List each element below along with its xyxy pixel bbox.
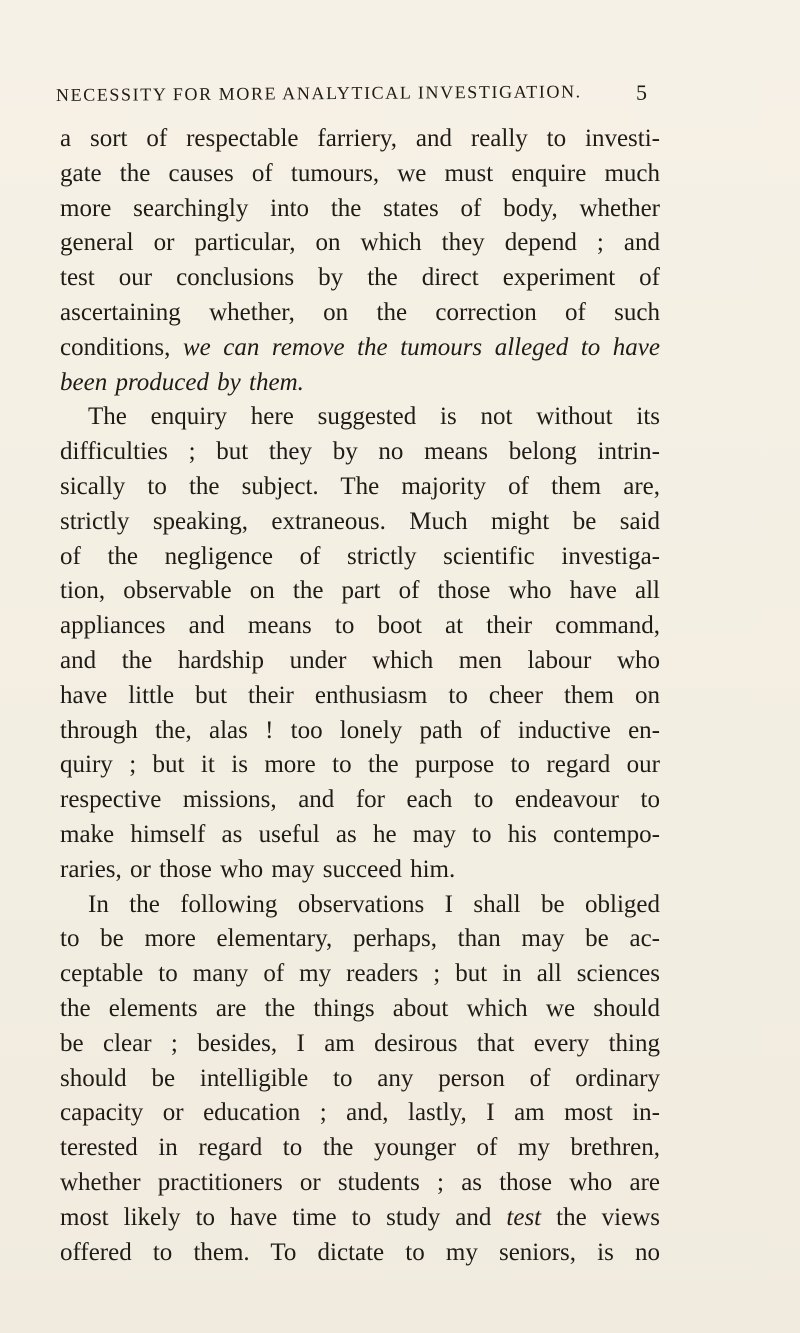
text-line: ceptable to many of my readers ; but in all sciences <box>60 960 660 988</box>
text-line: whether practitioners or students ; as those who are <box>60 1168 660 1196</box>
page-number: 5 <box>636 80 647 105</box>
text-line: should be intelligible to any person of ordinary <box>60 1064 660 1092</box>
text-line: ascertaining whether, on the correction of such <box>60 298 660 326</box>
text-line: be clear ; besides, I am desirous that every thing <box>60 1029 660 1057</box>
text-line: sically to the subject. The majority of them are, <box>60 472 660 500</box>
text-line: difficulties ; but they by no means belong intrin- <box>60 438 660 466</box>
text-line <box>60 366 660 401</box>
text-line: of the negligence of strictly scientific investiga- <box>60 542 660 570</box>
text-line: through the, alas ! too lonely path of inductive en- <box>60 716 660 744</box>
paragraph-start-line: In the following observations I shall be obliged <box>88 890 660 918</box>
text-line: make himself as useful as he may to his contempo- <box>60 820 660 848</box>
text-line: quiry ; but it is more to the purpose to regard our <box>60 751 660 779</box>
text-line: the elements are the things about which we should <box>60 994 660 1022</box>
paragraph-start-line: The enquiry here suggested is not without its <box>88 403 660 431</box>
text-line: a sort of respectable farriery, and really to investi- <box>60 125 660 152</box>
text-line: and the hardship under which men labour who <box>60 646 660 674</box>
text-line: gate the causes of tumours, we must enquire much <box>60 159 660 187</box>
text-line: raries, or those who may succeed him. <box>60 855 456 883</box>
text-line: strictly speaking, extraneous. Much might be said <box>60 507 660 535</box>
italic-word: test <box>506 1203 542 1231</box>
text-line: conditions, we can remove the tumours alleged to have <box>60 333 661 361</box>
italic-phrase: we can remove the tumours alleged to have <box>182 333 661 361</box>
text-line: more searchingly into the states of body, whether <box>60 194 660 222</box>
running-title: NECESSITY FOR MORE ANALYTICAL INVESTIGATION. <box>55 81 582 105</box>
text-line: terested in regard to the younger of my brethren, <box>60 1134 660 1162</box>
text-line: tion, observable on the part of those who have all <box>60 577 660 605</box>
text-line: respective missions, and for each to endeavour to <box>60 786 660 814</box>
text-line: to be more elementary, perhaps, than may be ac- <box>60 925 660 953</box>
text-line: most likely to have time to study and test the views <box>60 1203 661 1231</box>
text-line: test our conclusions by the direct experiment of <box>60 264 660 292</box>
text-line: general or particular, on which they depend ; and <box>60 229 660 257</box>
text-line: have little but their enthusiasm to cheer them on <box>60 681 660 709</box>
text-line: capacity or education ; and, lastly, I am most in- <box>60 1099 660 1127</box>
body-text <box>60 122 660 1270</box>
text-line: appliances and means to boot at their command, <box>60 612 660 640</box>
text-line: offered to them. To dictate to my seniors, is no <box>60 1238 660 1266</box>
italic-phrase: been produced by them. <box>60 368 304 396</box>
